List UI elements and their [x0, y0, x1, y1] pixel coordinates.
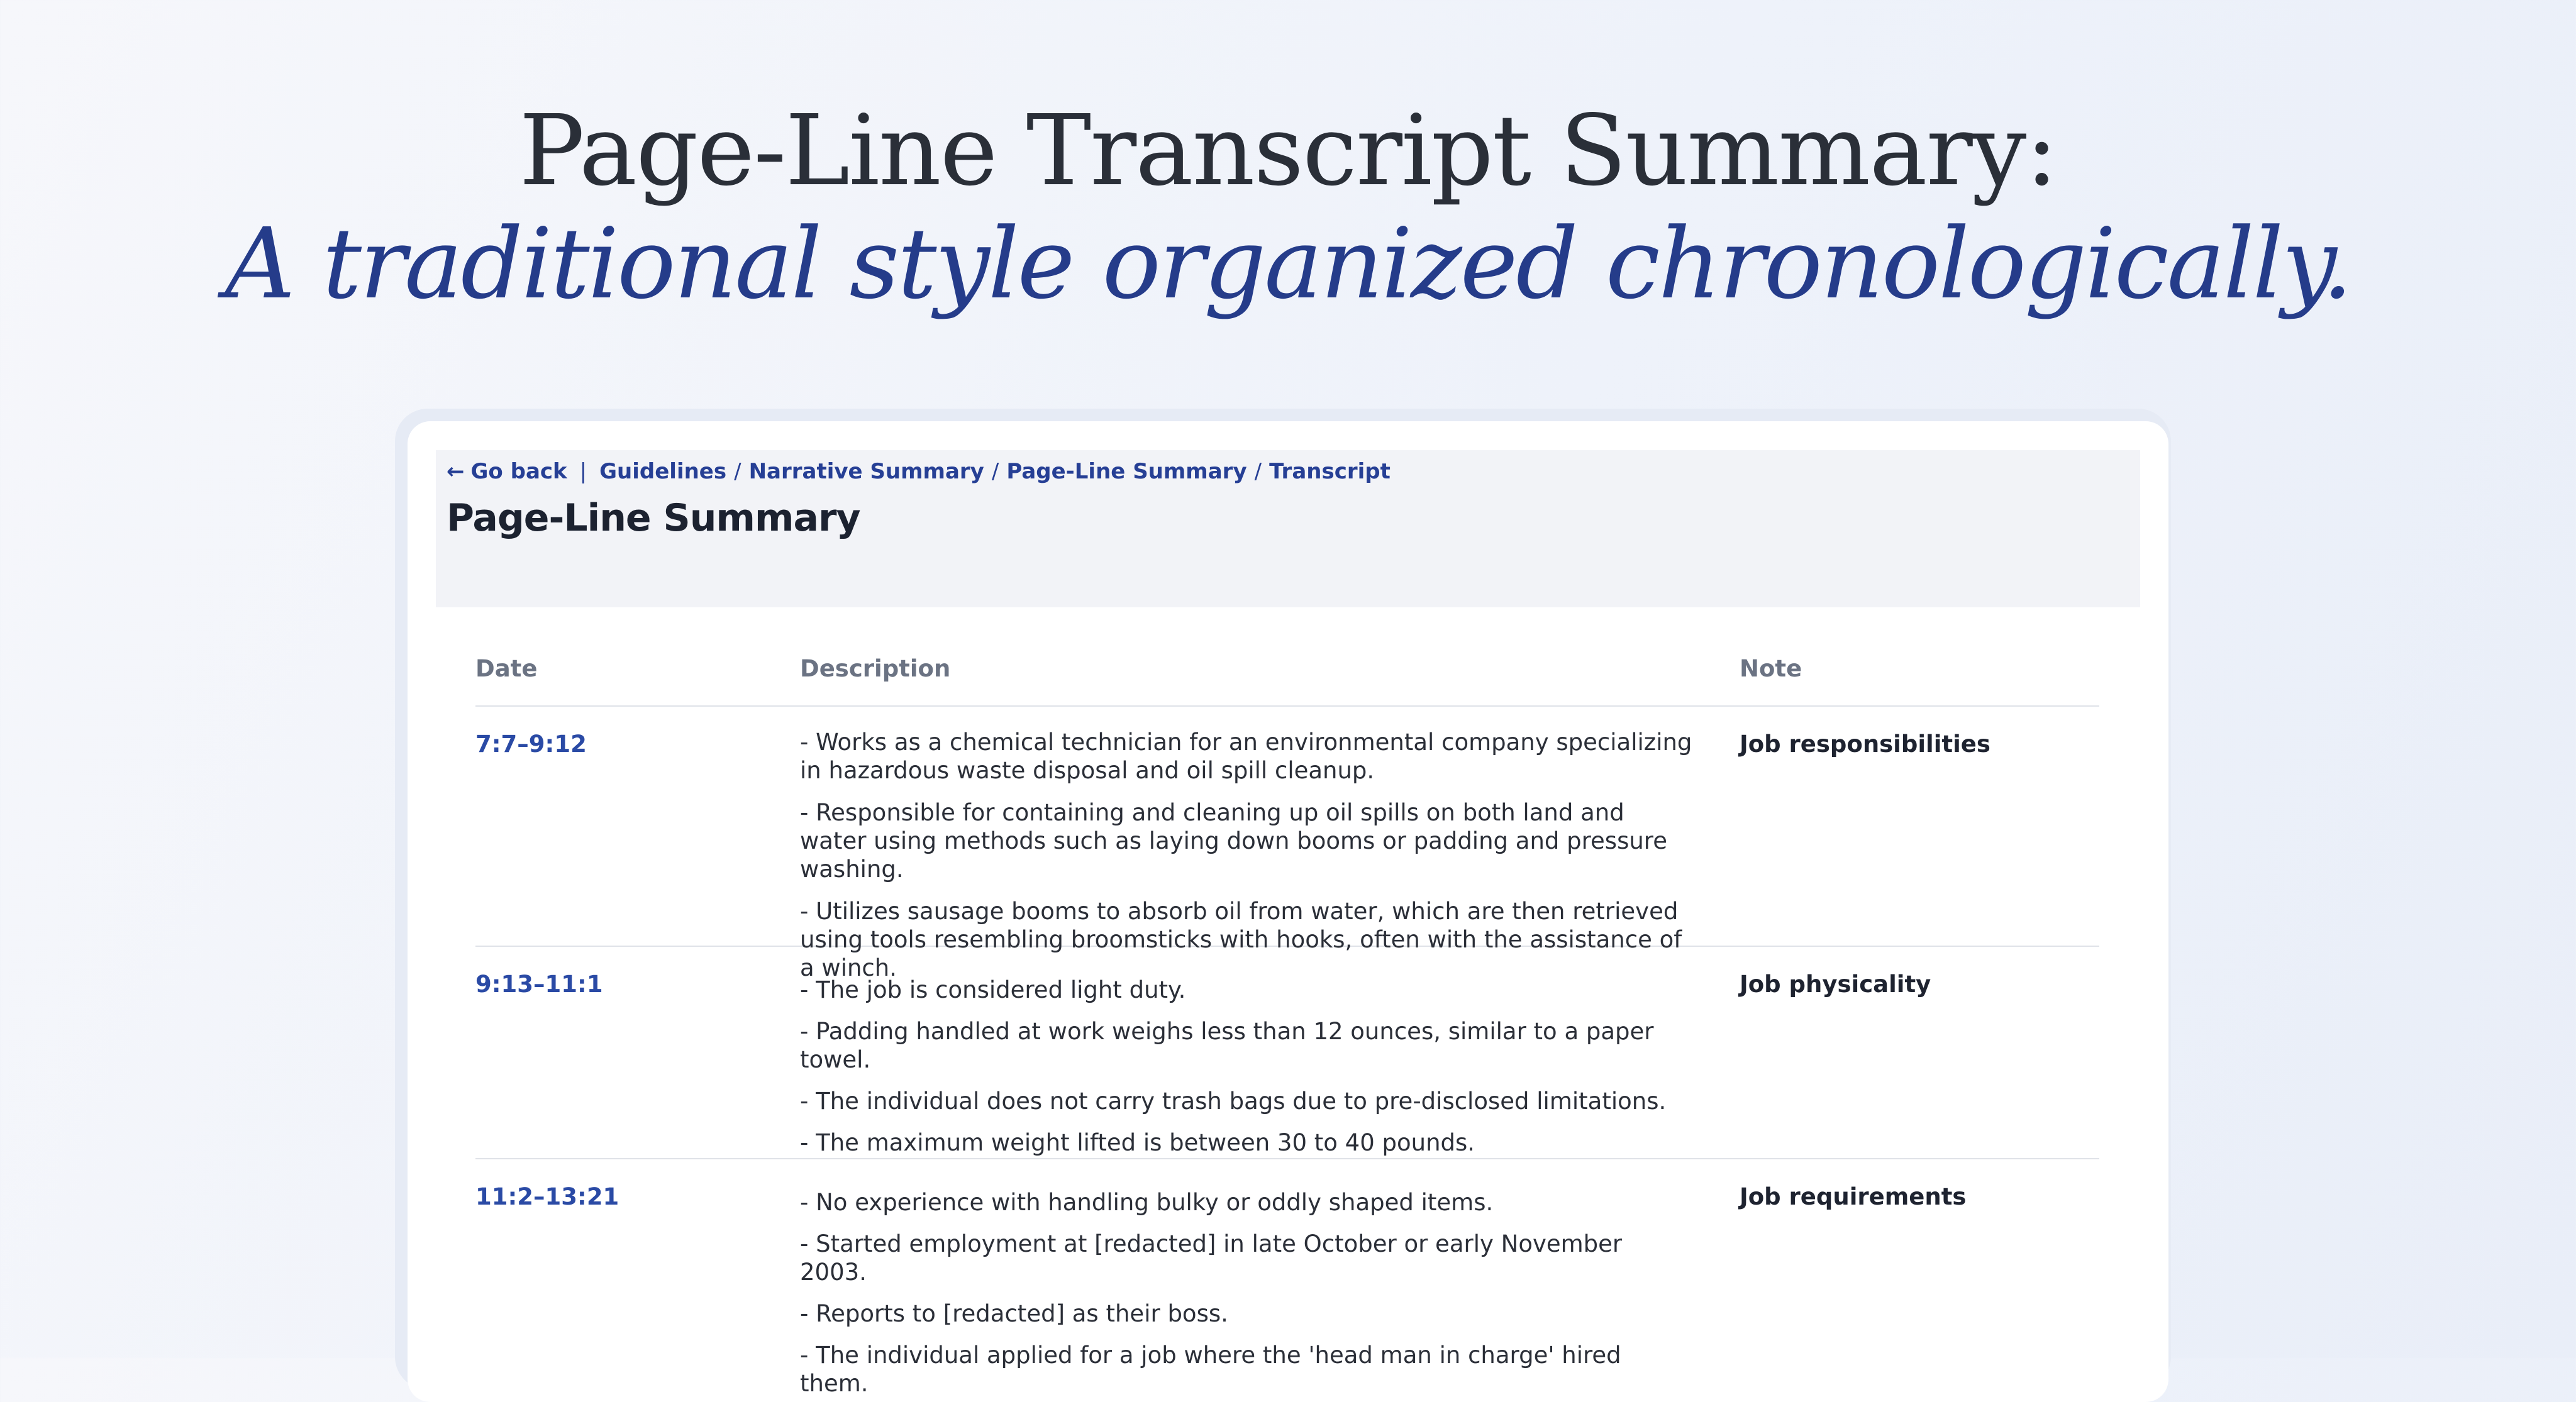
arrow-left-icon: ← [447, 459, 465, 484]
row-date-link[interactable]: 11:2–13:21 [475, 1183, 619, 1210]
description-item: - Responsible for containing and cleaning up oil spills on both land and water using methods such as laying down booms or padding and pressure washing. [800, 799, 1667, 883]
go-back-label: Go back [470, 459, 567, 484]
column-header-note: Note [1740, 655, 1802, 682]
description-item: - Padding handled at work weighs less than 12 ounces, similar to a paper towel. [800, 1018, 1654, 1073]
breadcrumb-item-guidelines[interactable]: Guidelines [599, 459, 727, 484]
description-item: - The maximum weight lifted is between 30 to 40 pounds. [800, 1129, 1475, 1156]
description-item: - The individual does not carry trash bags due to pre-disclosed limitations. [800, 1088, 1667, 1115]
column-header-description: Description [800, 655, 951, 682]
row-date-link[interactable]: 9:13–11:1 [475, 971, 603, 998]
description-item: - Started employment at [redacted] in late October or early November 2003. [800, 1230, 1623, 1286]
go-back-link[interactable] [447, 459, 567, 484]
row-description [800, 1188, 1693, 1402]
table-row [475, 1159, 2099, 1402]
row-note: Job requirements [1740, 1183, 1967, 1210]
breadcrumb-item-transcript[interactable]: Transcript [1269, 459, 1391, 484]
breadcrumb-separator: / [991, 459, 999, 484]
description-item: - Utilizes sausage booms to absorb oil from water, which are then retrieved using tools resembling broomsticks with hooks, often with the assistance of a winch. [800, 898, 1682, 981]
description-item: - Reports to [redacted] as their boss. [800, 1300, 1228, 1327]
row-description [800, 976, 1693, 1170]
description-item: - The individual applied for a job where the 'head man in charge' hired them. [800, 1342, 1621, 1397]
breadcrumb-separator: / [734, 459, 741, 484]
breadcrumb-item-narrative-summary[interactable]: Narrative Summary [748, 459, 984, 484]
hero-heading [0, 94, 2576, 321]
description-item: - No experience with handling bulky or oddly shaped items. [800, 1189, 1494, 1216]
hero-subtitle: A traditional style organized chronologically. [225, 207, 2351, 321]
row-note: Job responsibilities [1740, 731, 1990, 758]
breadcrumb-item-page-line-summary[interactable]: Page-Line Summary [1006, 459, 1247, 484]
description-item: - Works as a chemical technician for an environmental company specializing in hazardous waste disposal and oil spill cleanup. [800, 729, 1692, 784]
column-header-date: Date [475, 655, 538, 682]
breadcrumb-divider: | [579, 459, 587, 484]
summary-table [475, 629, 2099, 1402]
hero-title: Page-Line Transcript Summary: [519, 94, 2057, 207]
summary-card [408, 421, 2168, 1402]
row-date-link[interactable]: 7:7–9:12 [475, 731, 587, 758]
breadcrumb-separator: / [1254, 459, 1262, 484]
description-item: - The job is considered light duty. [800, 976, 1186, 1003]
table-row [475, 707, 2099, 981]
breadcrumb [447, 459, 1391, 484]
page-title: Page-Line Summary [447, 496, 860, 540]
row-note: Job physicality [1740, 971, 1931, 998]
table-row [475, 947, 2099, 1159]
table-header-row [475, 629, 2099, 707]
